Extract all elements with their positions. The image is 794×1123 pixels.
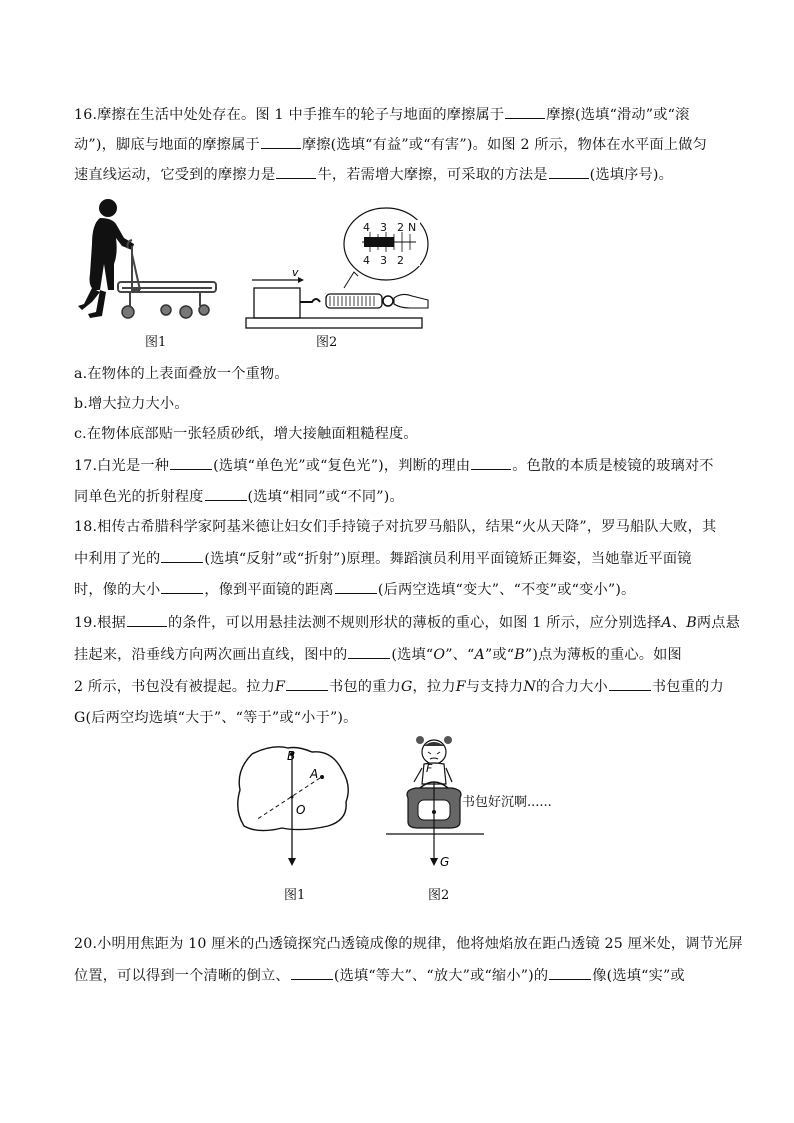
- svg-text:3: 3: [380, 254, 387, 267]
- answer-blank[interactable]: [205, 486, 247, 501]
- answer-blank[interactable]: [549, 965, 591, 980]
- q19-line4: G(后两空均选填“大于”、“等于”或“小于”)。: [74, 710, 358, 726]
- svg-text:2: 2: [397, 221, 404, 234]
- answer-blank[interactable]: [348, 644, 390, 659]
- q16-fig1-caption: 图1: [145, 335, 167, 350]
- answer-blank[interactable]: [127, 612, 167, 627]
- svg-text:G: G: [440, 855, 450, 869]
- answer-blank[interactable]: [170, 455, 212, 470]
- svg-text:A: A: [310, 767, 319, 781]
- answer-blank[interactable]: [471, 455, 511, 470]
- q16-line1: 16.摩擦在生活中处处存在。图 1 中手推车的轮子与地面的摩擦属于 摩擦(选填“滑动”或“滚: [74, 104, 734, 125]
- velocity-label: v: [292, 266, 299, 279]
- answer-blank[interactable]: [161, 548, 203, 563]
- answer-blank[interactable]: [286, 676, 328, 691]
- svg-text:4: 4: [363, 221, 370, 234]
- q17-line1: 17.白光是一种 (选填“单色光”或“复色光”)，判断的理由 。色散的本质是棱镜的玻璃对不: [74, 455, 734, 476]
- q18-line3: 时，像的大小 ，像到平面镜的距离 (后两空选填“变大”、“不变”或“变小”)。: [74, 579, 734, 600]
- answer-blank[interactable]: [291, 965, 333, 980]
- q19-fig1-caption: 图1: [284, 888, 306, 903]
- q18-line1: 18.相传古希腊科学家阿基米德让妇女们手持镜子对抗罗马船队，结果“火从天降”，罗马船队大败，其: [74, 519, 717, 535]
- svg-text:N: N: [408, 221, 417, 234]
- q16-option-b: b.增大拉力大小。: [74, 396, 189, 412]
- answer-blank[interactable]: [261, 134, 301, 149]
- svg-text:4: 4: [363, 254, 370, 267]
- q20-line2: 位置，可以得到一个清晰的倒立、 (选填“等大”、“放大”或“缩小”)的 像(选填“实”或: [74, 965, 734, 986]
- q16-option-c: c.在物体底部贴一张轻质砂纸，增大接触面粗糙程度。: [74, 426, 418, 442]
- answer-blank[interactable]: [276, 164, 316, 179]
- q16-figure1-cart: [70, 194, 230, 354]
- q19-line1: 19.根据 的条件，可以用悬挂法测不规则形状的薄板的重心，如图 1 所示，应分别选择A、B两点悬: [74, 612, 734, 633]
- q19-fig2-caption: 图2: [428, 888, 450, 903]
- q19-line3: 2 所示，书包没有被提起。拉力F 书包的重力G，拉力F与支持力N的合力大小 书包重的力: [74, 676, 734, 697]
- svg-text:2: 2: [397, 254, 404, 267]
- svg-text:3: 3: [380, 221, 387, 234]
- answer-blank[interactable]: [161, 579, 203, 594]
- q19-line2: 挂起来，沿垂线方向两次画出直线，图中的 (选填“O”、“A”或“B”)点为薄板的重心。如图: [74, 644, 734, 665]
- q19-figure1-plate: [232, 740, 362, 870]
- answer-blank[interactable]: [609, 676, 651, 691]
- q17-line2: 同单色光的折射程度 (选填“相同”或“不同”)。: [74, 486, 734, 507]
- answer-blank[interactable]: [335, 579, 377, 594]
- q18-line2: 中利用了光的 (选填“反射”或“折射”)原理。舞蹈演员利用平面镜矫正舞姿，当她靠近平面镜: [74, 548, 734, 569]
- q16-line2: 动”)，脚底与地面的摩擦属于 摩擦(选填“有益”或“有害”)。如图 2 所示，物体在水平面上做匀: [74, 134, 734, 155]
- q20-line1: 20.小明用焦距为 10 厘米的凸透镜探究凸透镜成像的规律，他将烛焰放在距凸透镜 25 厘米处，调节光屏: [74, 936, 743, 952]
- q16-figure2-spring-scale: [240, 206, 440, 332]
- q16-line3: 速直线运动，它受到的摩擦力是 牛，若需增大摩擦，可采取的方法是 (选填序号)。: [74, 164, 734, 185]
- svg-text:O: O: [296, 803, 306, 817]
- answer-blank[interactable]: [549, 164, 589, 179]
- q16-option-a: a.在物体的上表面叠放一个重物。: [74, 366, 289, 382]
- answer-blank[interactable]: [505, 104, 545, 119]
- svg-text:B: B: [287, 749, 296, 763]
- svg-text:F: F: [426, 762, 433, 775]
- q19-speech-bubble: 书包好沉啊......: [462, 795, 552, 810]
- q16-fig2-caption: 图2: [316, 335, 338, 350]
